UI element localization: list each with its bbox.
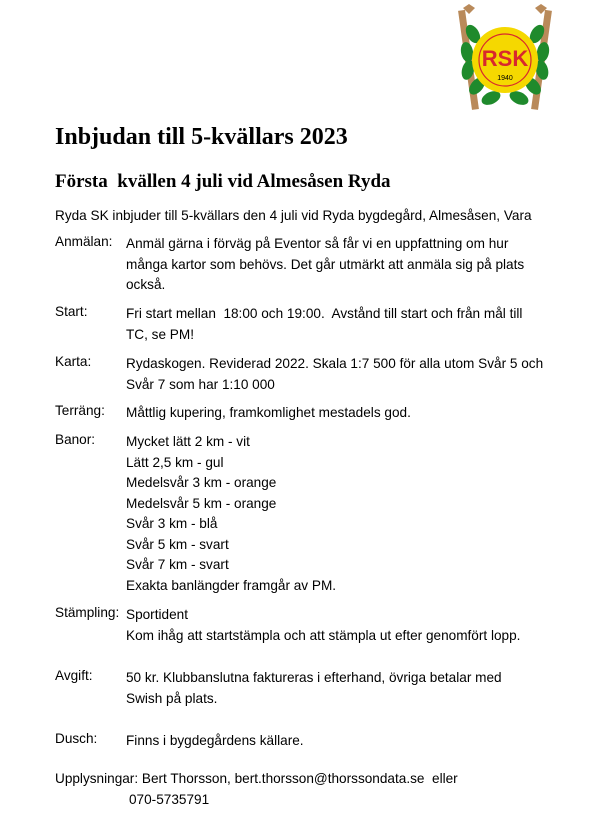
section-line: Svår 7 som har 1:10 000: [126, 376, 275, 392]
page-title: Inbjudan till 5-kvällars 2023: [55, 124, 348, 150]
section-label: Banor:: [55, 432, 96, 447]
contact-label: Upplysningar:: [55, 771, 139, 786]
section-line: också.: [126, 277, 166, 292]
section-line: Fri start mellan 18:00 och 19:00. Avstånd till start och från mål till: [126, 306, 523, 321]
section-line: Rydaskogen. Reviderad 2022. Skala 1:7 500 för alla utom Svår 5 och: [126, 356, 544, 371]
course-item: Mycket lätt 2 km - vit: [126, 434, 250, 449]
course-item: Svår 7 km - svart: [126, 557, 229, 572]
section-label: Karta:: [55, 354, 92, 369]
course-item: Medelsvår 3 km - orange: [126, 475, 277, 490]
section-line: Sportident: [126, 607, 188, 622]
section-label: Start:: [55, 304, 88, 319]
section-line: många kartor som behövs. Det går utmärkt att anmäla sig på plats: [126, 256, 525, 272]
section-contact: [55, 769, 458, 810]
section-line: Swish på plats.: [126, 690, 218, 706]
contact-text: Bert Thorsson, bert.thorsson@thorssondata.se eller: [141, 771, 458, 786]
course-item: Medelsvår 5 km - orange: [126, 495, 277, 511]
course-item: Svår 3 km - blå: [126, 516, 218, 531]
section-line: 50 kr. Klubbanslutna faktureras i efterhand, övriga betalar med: [126, 670, 502, 685]
section-line: TC, se PM!: [126, 326, 194, 342]
section-line: Måttlig kupering, framkomlighet mestadels god.: [126, 405, 411, 420]
section-label: Avgift:: [55, 668, 93, 683]
section-line: Exakta banlängder framgår av PM.: [126, 577, 337, 593]
section-label: Dusch:: [55, 731, 98, 746]
section-line: Kom ihåg att startstämpla och att stämpla ut efter genomfört lopp.: [126, 627, 521, 643]
contact-phone: 070-5735791: [129, 791, 210, 807]
course-item: Svår 5 km - svart: [126, 536, 229, 552]
intro-text: Ryda SK inbjuder till 5-kvällars den 4 juli vid Ryda bygdegård, Almesåsen, Vara: [55, 208, 532, 223]
rsk-logo: [455, 4, 555, 116]
section-line: Anmäl gärna i förväg på Eventor så får vi en uppfattning om hur: [126, 236, 509, 251]
logo-letters: RSK: [481, 46, 529, 71]
course-item: Lätt 2,5 km - gul: [126, 454, 224, 470]
section-label: Anmälan:: [55, 234, 113, 249]
section-label: Terräng:: [55, 403, 105, 418]
section-line: Finns i bygdegårdens källare.: [126, 733, 304, 748]
logo-year: 1940: [497, 75, 513, 82]
section-label: Stämpling:: [55, 605, 120, 620]
page-subtitle: Första kvällen 4 juli vid Almesåsen Ryda: [55, 171, 391, 192]
